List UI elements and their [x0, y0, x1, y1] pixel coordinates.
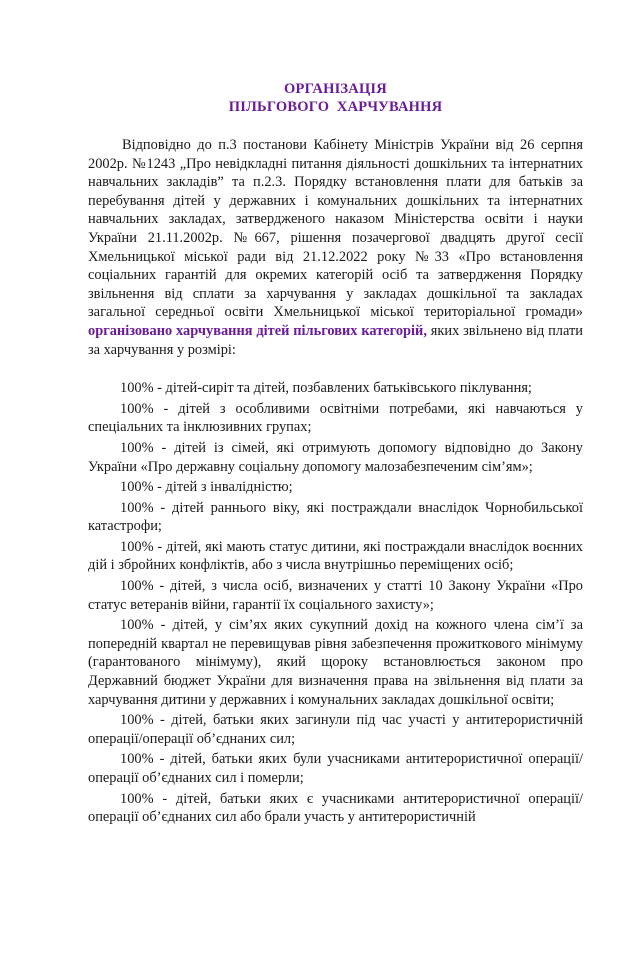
list-item: 100% - дітей, батьки яких загинули під час участі у антитерористичній операції/операції об’єднаних сил; — [88, 712, 583, 747]
list-item: 100% - дітей, з числа осіб, визначених у статті 10 Закону України «Про статус ветеранів війни, гарантії їх соціального захисту»; — [88, 578, 583, 613]
list-item: 100% - дітей, батьки яких були учасниками антитерористичної операції/операції об’єднаних сил і померли; — [88, 751, 583, 786]
title-line-2: ПІЛЬГОВОГО ХАРЧУВАННЯ — [228, 99, 443, 115]
list-item: 100% - дітей із сімей, які отримують допомогу відповідно до Закону України «Про державну соціальну допомогу малозабезпеченим сім’ям»; — [88, 439, 583, 475]
benefit-list — [88, 379, 583, 827]
list-item: 100% - дітей раннього віку, які постраждали внаслідок Чорнобильської катастрофи; — [88, 499, 583, 535]
list-item: 100% - дітей з особливими освітніми потребами, які навчаються у спеціальних та інклюзивних групах; — [88, 400, 583, 436]
title-line-1: ОРГАНІЗАЦІЯ — [284, 81, 387, 97]
page-title — [88, 80, 583, 116]
list-item: 100% - дітей з інвалідністю; — [120, 479, 293, 496]
list-item: 100% - дітей-сиріт та дітей, позбавлених батьківського піклування; — [120, 380, 532, 397]
intro-text-end: яких звільнено від плати за харчування у розмірі: — [88, 322, 583, 358]
intro-paragraph — [88, 136, 583, 359]
document-page — [0, 80, 627, 967]
intro-highlight: організовано харчування дітей пільгових категорій, — [88, 322, 427, 339]
list-item: 100% - дітей, у сім’ях яких сукупний дохід на кожного члена сім’ї за попередній квартал не перевищував рівня забезпечення прожиткового мінімуму (гарантованого мінімуму), який щороку встановлюється законом про Державний бюджет України для визначення права на звільнення від плати за харчування дитини у державних і комунальних закладах дошкільної освіти; — [88, 617, 583, 708]
list-item: 100% - дітей, батьки яких є учасниками антитерористичної операції/операції об’єднаних сил або брали участь у антитерористичній — [88, 790, 583, 826]
intro-text: Відповідно до п.3 постанови Кабінету Міністрів України від 26 серпня 2002р. №1243 „Про невідкладні питання діяльності дошкільних та інтернатних навчальних закладів” та п.2.3. Порядку встановлення плати для батьків за перебування дітей у державних і комунальних дошкільних та інтернатних навчальних закладах, затвердженого наказом Міністерства освіти і науки України 21.11.2002р. №667, рішення позачергової двадцять другої сесії Хмельницької міської ради від 21.12.2022 року №33 «Про встановлення соціальних гарантій для окремих категорій осіб та затвердження Порядку звільнення від сплати за харчування у закладах дошкільної та закладах загальної середньої освіти Хмельницької міської територіальної громади» — [88, 137, 583, 321]
list-item: 100% - дітей, які мають статус дитини, які постраждали внаслідок воєнних дій і збройних конфліктів, або з числа внутрішньо переміщених осіб; — [88, 538, 583, 574]
